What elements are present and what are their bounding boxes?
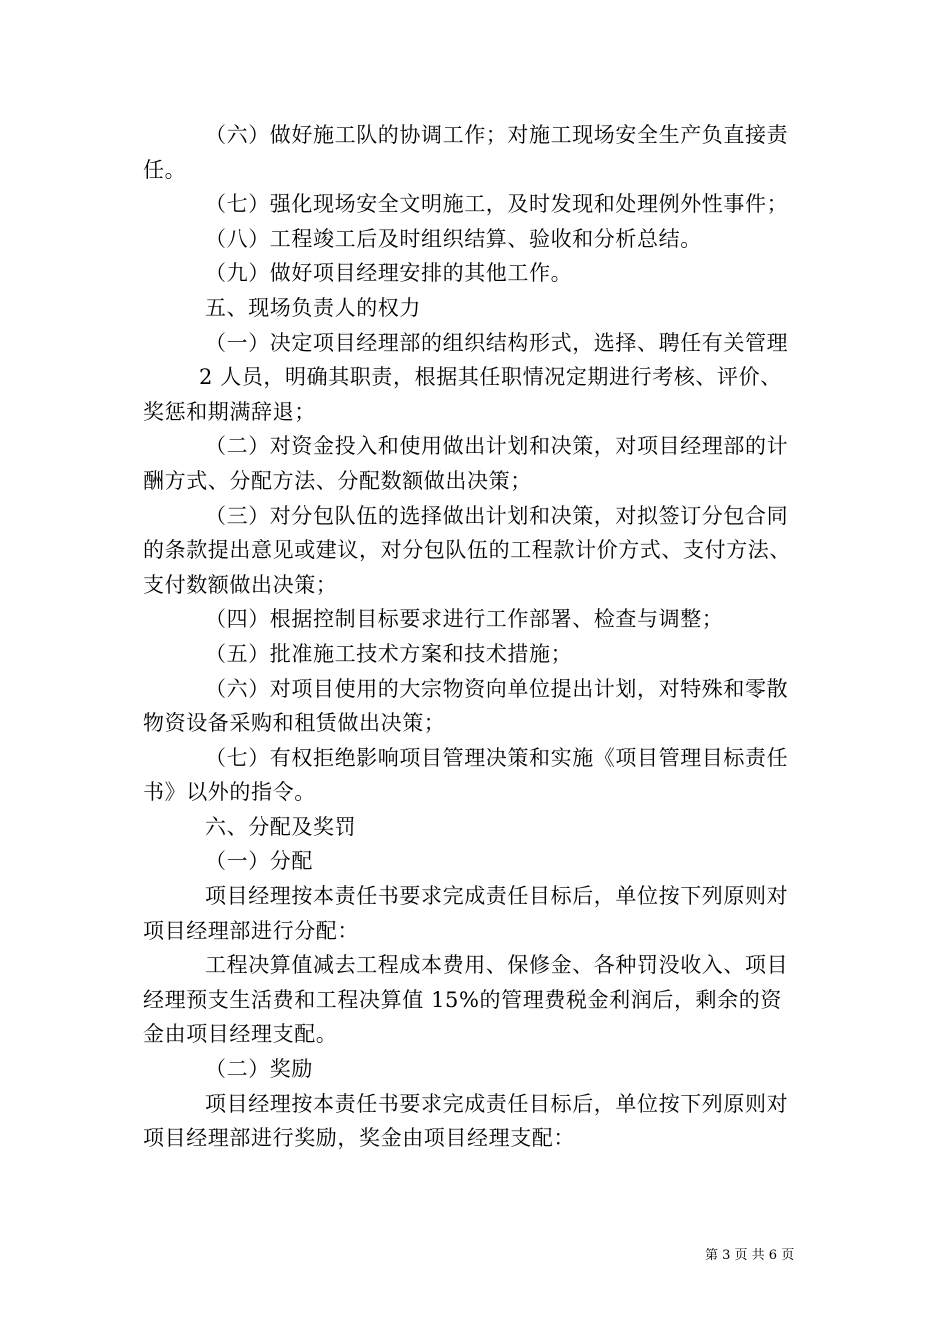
text-line: （八）工程竣工后及时组织结算、验收和分析总结。 <box>205 226 702 251</box>
document-body <box>143 118 808 1156</box>
text-line: （九）做好项目经理安排的其他工作。 <box>205 261 573 286</box>
text-line: （五）批准施工技术方案和技术措施； <box>205 641 573 666</box>
page-number: 第 3 页 共 6 页 <box>705 1248 795 1263</box>
text-line: 2 人员，明确其职责，根据其任职情况定期进行考核、评价、 <box>199 365 782 390</box>
text-line: 书》以外的指令。 <box>143 780 316 805</box>
text-line: 金由项目经理支配。 <box>143 1022 338 1047</box>
text-line: 的条款提出意见或建议，对分包队伍的工程款计价方式、支付方法、 <box>143 538 791 563</box>
text-line: （二）奖励 <box>205 1057 313 1082</box>
text-line: 工程决算值减去工程成本费用、保修金、各种罚没收入、项目 <box>205 953 789 978</box>
text-line: （六）对项目使用的大宗物资向单位提出计划，对特殊和零散 <box>205 676 789 701</box>
text-line: 酬方式、分配方法、分配数额做出决策； <box>143 468 532 493</box>
text-line: （七）有权拒绝影响项目管理决策和实施《项目管理目标责任 <box>205 745 789 770</box>
text-line: 任。 <box>143 157 187 182</box>
text-line: 奖惩和期满辞退； <box>143 399 316 424</box>
text-line: （二）对资金投入和使用做出计划和决策，对项目经理部的计 <box>205 434 789 459</box>
text-line: 五、现场负责人的权力 <box>205 295 421 320</box>
text-line: （六）做好施工队的协调工作；对施工现场安全生产负直接责 <box>205 123 789 147</box>
text-line: （三）对分包队伍的选择做出计划和决策，对拟签订分包合同 <box>205 503 789 528</box>
text-line: （一）分配 <box>205 849 313 874</box>
text-line: 六、分配及奖罚 <box>205 814 357 839</box>
text-line: 项目经理按本责任书要求完成责任目标后，单位按下列原则对 <box>205 884 789 909</box>
text-line: 经理预支生活费和工程决算值 15%的管理费税金利润后，剩余的资 <box>143 987 782 1012</box>
text-line: （七）强化现场安全文明施工，及时发现和处理例外性事件； <box>205 192 789 217</box>
text-line: 物资设备采购和租赁做出决策； <box>143 711 446 736</box>
text-line: 支付数额做出决策； <box>143 572 338 597</box>
text-line: 项目经理部进行奖励，奖金由项目经理支配： <box>143 1126 575 1151</box>
text-line: 项目经理部进行分配： <box>143 918 359 943</box>
text-line: 项目经理按本责任书要求完成责任目标后，单位按下列原则对 <box>205 1091 789 1116</box>
text-line: （四）根据控制目标要求进行工作部署、检查与调整； <box>205 607 724 632</box>
text-line: （一）决定项目经理部的组织结构形式，选择、聘任有关管理 <box>205 330 789 355</box>
